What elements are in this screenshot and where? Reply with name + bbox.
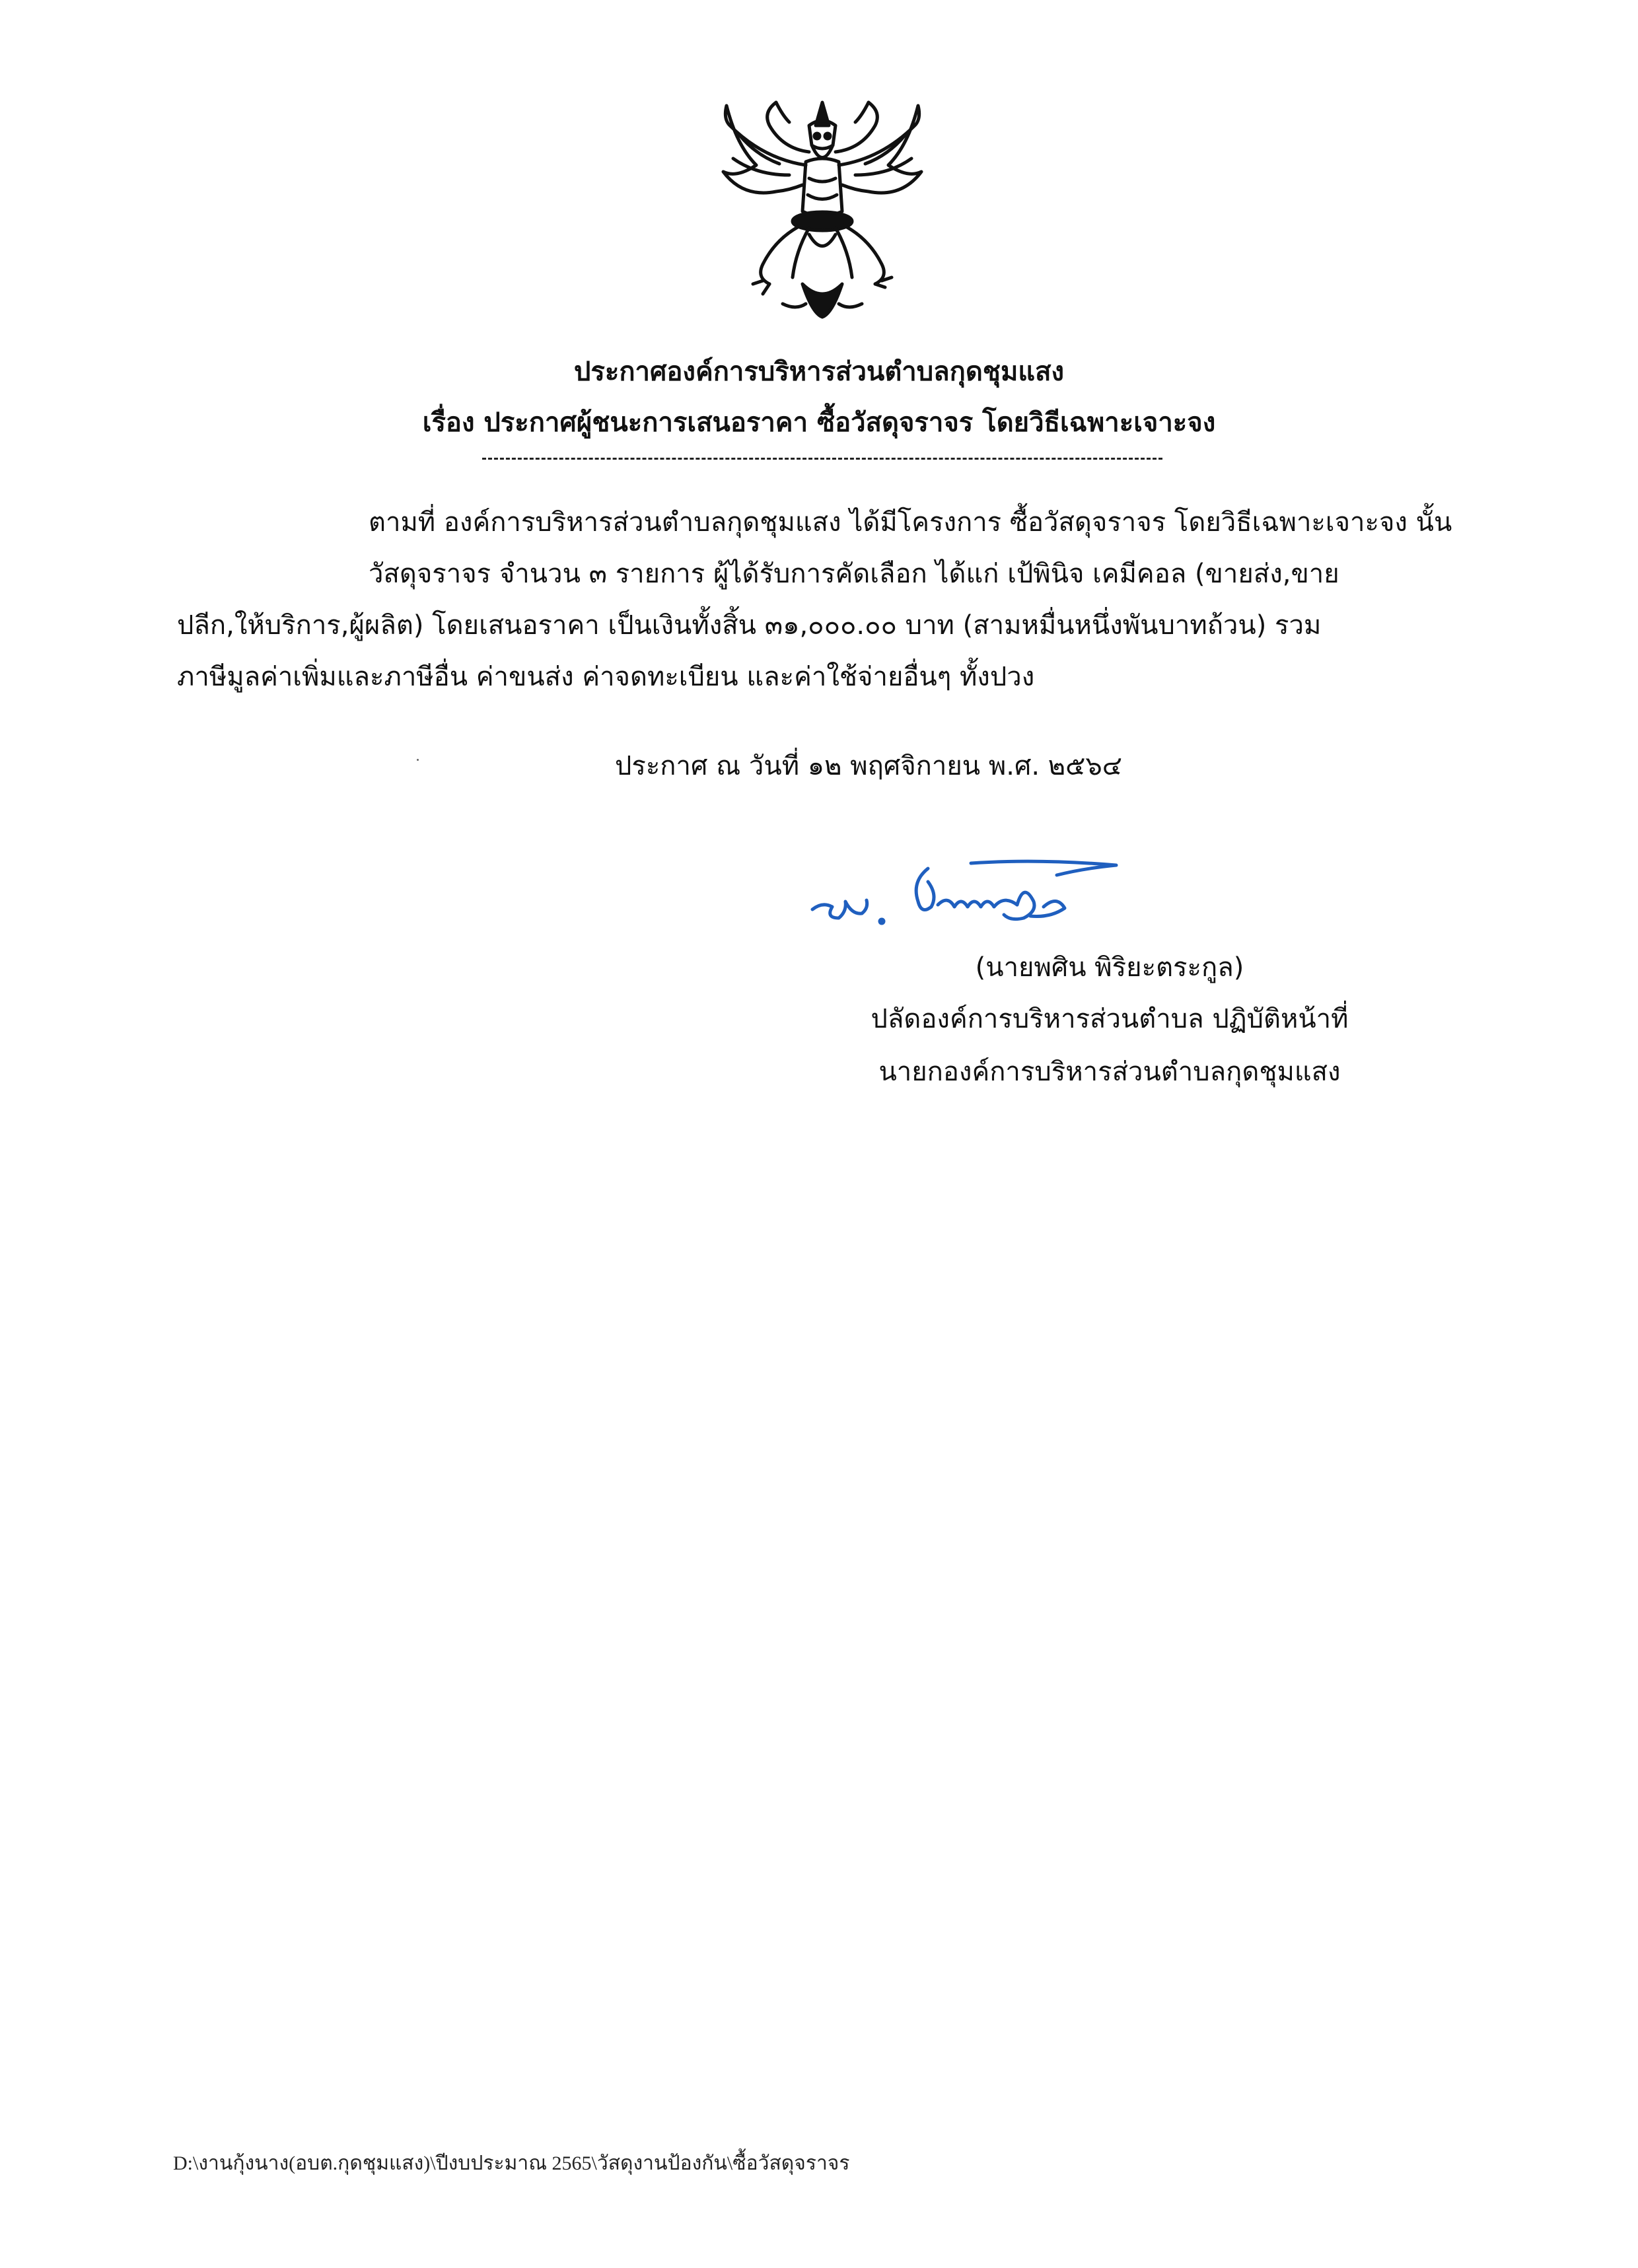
signatory-position-acting: นายกองค์การบริหารส่วนตำบลกุดชุมแสง	[878, 1057, 1341, 1087]
handwritten-signature	[806, 855, 1123, 941]
body-paragraph-line: วัสดุจราจร จำนวน ๓ รายการ ผู้ได้รับการคัดเลือก ได้แก่ เป้พินิจ เคมีคอล (ขายส่ง,ขาย	[369, 559, 1339, 589]
dashed-divider	[482, 458, 1162, 460]
announcement-title: ประกาศองค์การบริหารส่วนตำบลกุดชุมแสง	[573, 357, 1065, 387]
garuda-emblem-icon	[717, 86, 928, 324]
signatory-name: (นายพศิน พิริยะตระกูล)	[975, 952, 1244, 983]
body-paragraph-line: ปลีก,ให้บริการ,ผู้ผลิต) โดยเสนอราคา เป็นเงินทั้งสิ้น ๓๑,๐๐๐.๐๐ บาท (สามหมื่นหนึ่งพันบาทถ้วน) รวม	[177, 610, 1322, 641]
announcement-date: ประกาศ ณ วันที่ ๑๒ พฤศจิกายน พ.ศ. ๒๕๖๔	[614, 751, 1123, 781]
signatory-position: ปลัดองค์การบริหารส่วนตำบล ปฏิบัติหน้าที่	[871, 1004, 1349, 1034]
announcement-body	[177, 497, 1468, 703]
file-path-footer: D:\งานกุ้งนาง(อบต.กุดชุมแสง)\ปีงบประมาณ 2565\วัสดุงานป้องกัน\ซื้อวัสดุจราจร	[173, 2152, 850, 2174]
body-paragraph-line: ภาษีมูลค่าเพิ่มและภาษีอื่น ค่าขนส่ง ค่าจดทะเบียน และค่าใช้จ่ายอื่นๆ ทั้งปวง	[177, 662, 1035, 692]
announcement-subject: เรื่อง ประกาศผู้ชนะการเสนอราคา ซื้อวัสดุจราจร โดยวิธีเฉพาะเจาะจง	[422, 408, 1216, 438]
body-paragraph-line: ตามที่ องค์การบริหารส่วนตำบลกุดชุมแสง ได้มีโครงการ ซื้อวัสดุจราจร โดยวิธีเฉพาะเจาะจง นั้น	[369, 507, 1452, 538]
